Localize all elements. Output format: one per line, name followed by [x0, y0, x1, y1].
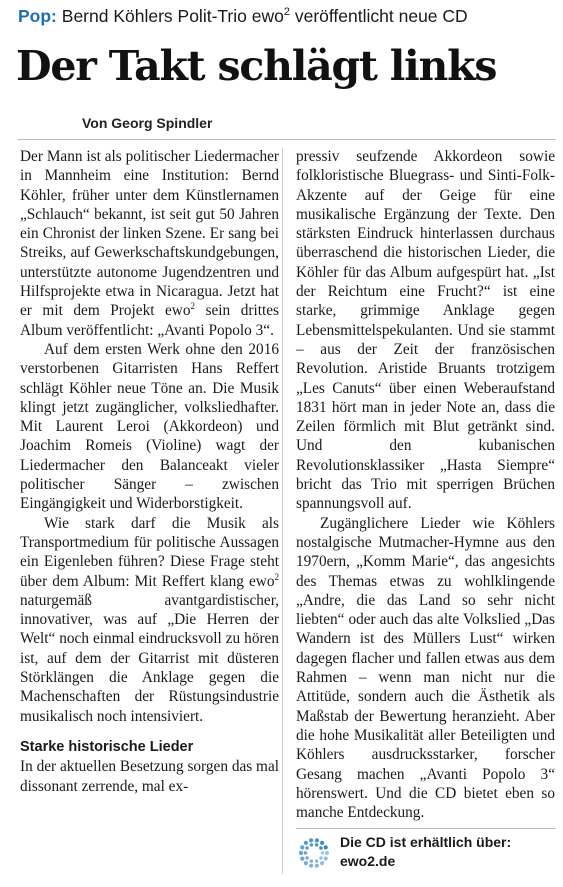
kicker-superscript: 2	[283, 6, 290, 19]
top-rule	[18, 139, 556, 140]
column-divider	[282, 148, 283, 874]
info-text	[340, 833, 511, 871]
paragraph-5: Zugänglichere Lieder wie Köhlers nostalgische Mutmacher-Hymne aus den 1970ern, „Komm Marie“, das angesichts des Themas etwas zu wohlklingende „Andre, die das Land so sehr nicht liebten“ oder auch das alte Volkslied „Das Wandern ist des Müllers Lust“ wirken dagegen flacher und fallen etwas aus dem Rahmen – wenn man nicht nur die Attitüde, sondern auch die Ästhetik als Maßstab der Bewertung heranzieht. Aber die hohe Musikalität aller Beteiligten und Köhlers ausdrucksstarker, forscher Gesang machen „Avanti Popolo 3“ hörenswert. Und die CD bietet eben so manche Entdeckung.	[296, 514, 555, 822]
paragraph-3-text-a: Wie stark darf die Musik als Transportmedium für politische Aussagen ein Eigenleben führen? Diese Frage steht über dem Album: Mit Reffert klang ewo	[20, 514, 279, 590]
article-column-left	[20, 147, 279, 796]
headline: Der Takt schlägt links	[16, 42, 497, 90]
article-column-right	[296, 147, 555, 822]
paragraph-2: Auf dem ersten Werk ohne den 2016 verstorbenen Gitarristen Hans Reffert schlägt Köhler neue Töne an. Die Musik klingt jetzt zugänglicher, volksliedhafter. Mit Laurent Leroi (Akkordeon) und Joachim Romeis (Violine) wagt der Liedermacher den Balanceakt vieler politischer Sänger – zwischen Eingängigkeit und Widerborstigkeit.	[20, 340, 279, 513]
info-line-1: Die CD ist erhältlich über:	[340, 834, 512, 850]
kicker-line	[18, 4, 558, 28]
paragraph-1-text-a: Der Mann ist als politischer Liedermacher in Mannheim eine Institution: Bernd Köhler, früher unter dem Künstlernamen „Schlauch“ bekannt, ist seit gut 50 Jahren ein Chronist der linken Szene. Er sang bei Streiks, auf Gewerkschaftskundgebungen, unterstützte autonome Jugendzentren und Hilfsprojekte etwa in Nicaragua. Jetzt hat er mit dem Projekt ewo	[20, 148, 279, 320]
paragraph-3-superscript: 2	[274, 571, 279, 582]
subheading: Starke historische Lieder	[20, 738, 194, 755]
paragraph-1-text-b: sein drittes Album veröffentlicht: „Avanti Popolo 3“.	[20, 302, 279, 339]
cd-availability-info	[296, 833, 558, 873]
kicker-text-end: veröffentlicht neue CD	[289, 6, 468, 26]
cd-dots-icon	[298, 837, 330, 869]
kicker-label: Pop:	[18, 6, 57, 26]
paragraph-3	[20, 514, 279, 726]
info-box-rule	[296, 828, 556, 829]
paragraph-1	[20, 147, 279, 340]
paragraph-4-continued: pressiv seufzende Akkordeon sowie folkloristische Bluegrass- und Sinti-Folk-Akzente auf der Geige für eine musikalische Ergänzung der Texte. Den stärksten Eindruck hinterlassen durchaus überraschend die historischen Lieder, die Köhler für das Album aufgespürt hat. „Ist der Reichtum eine Frucht?“ ist eine starke, grimmige Anklage gegen Lebensmittelspekulanten. Und sie stammt – aus der Zeit der französischen Revolution. Aristide Bruants trotzigem „Les Canuts“ über einen Weberaufstand 1831 hört man in jeder Note an, dass die Zeilen förmlich mit Blut getränkt sind. Und den kubanischen Revolutionsklassiker „Hasta Siempre“ bricht das Trio mit sperrigen Brüchen spannungsvoll auf.	[296, 148, 555, 513]
paragraph-1-superscript: 2	[190, 301, 196, 312]
paragraph-3-text-b: naturgemäß avantgardistischer, innovativer, was auf „Die Herren der Welt“ noch einmal eindrucksvoll zu hören ist, auf dem der Gitarrist mit düsteren Störklängen die Anklage gegen die Machenschaften der Rüstungsindustrie musikalisch noch intensiviert.	[20, 591, 279, 725]
paragraph-4-start: In der aktuellen Besetzung sorgen das mal dissonant zerrende, mal ex-	[20, 758, 279, 795]
info-line-2: ewo2.de	[340, 853, 396, 869]
byline: Von Georg Spindler	[82, 115, 213, 131]
kicker-text-start: Bernd Köhlers Polit-Trio ewo	[61, 6, 284, 26]
